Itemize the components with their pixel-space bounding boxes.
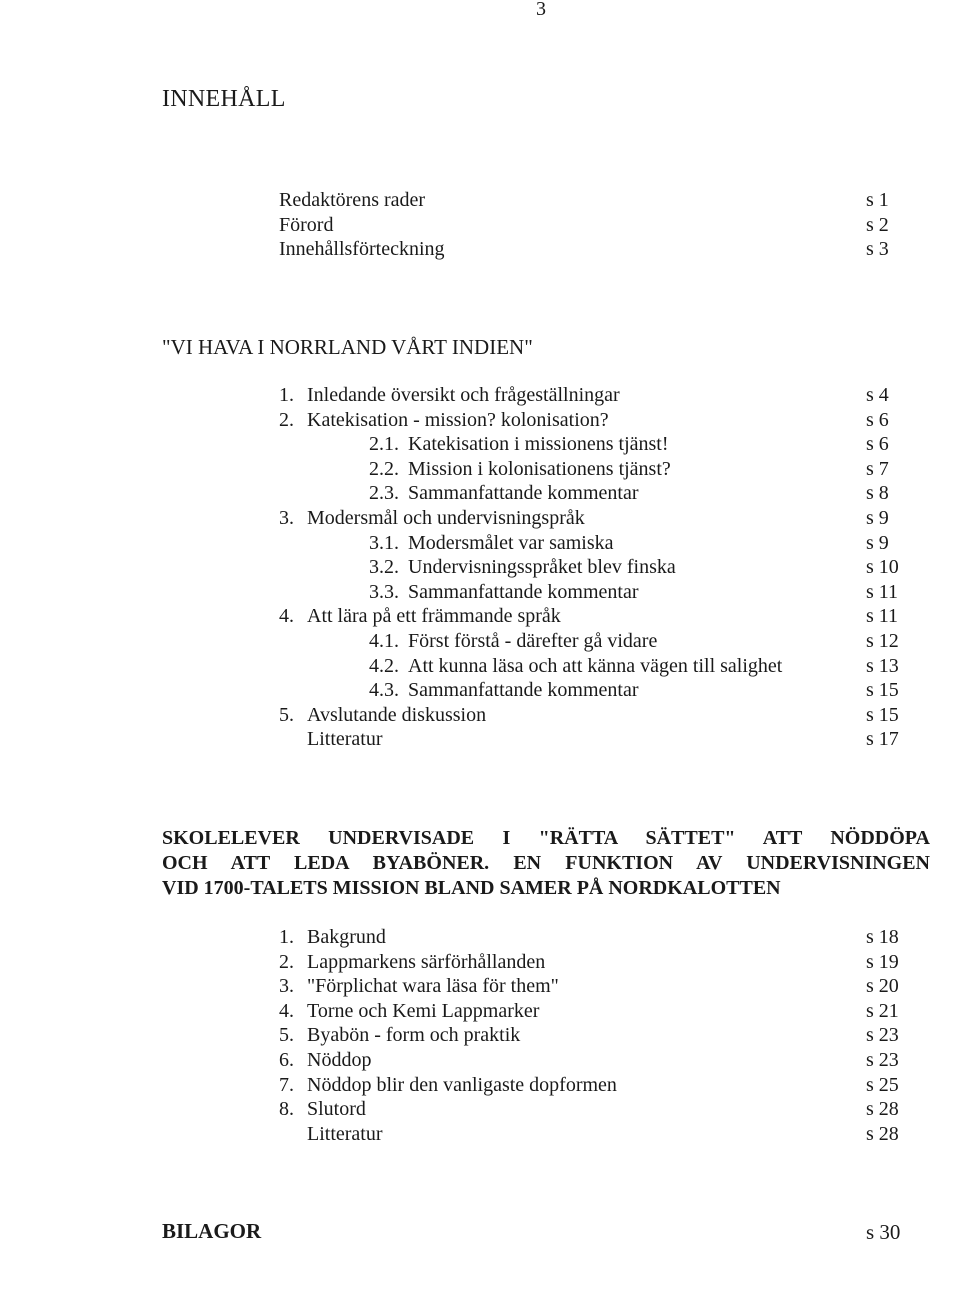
toc-entry-page: s 3 <box>866 238 889 261</box>
toc-entry-number: 2. <box>279 408 294 431</box>
toc-entry-page: s 21 <box>866 999 899 1022</box>
toc-entry-page: s 19 <box>866 950 899 973</box>
toc-entry <box>0 457 960 482</box>
toc-entry-title: Modersmålet var samiska <box>408 531 614 554</box>
toc-entry-title: Först förstå - därefter gå vidare <box>408 630 658 652</box>
toc-entry <box>0 1023 960 1048</box>
toc-entry-title: Nöddop <box>307 1049 372 1071</box>
toc-entry-title: Innehållsförteckning <box>279 238 445 261</box>
toc-entry-title: Mission i kolonisationens tjänst? <box>408 457 671 480</box>
page-title: INNEHÅLL <box>162 86 286 112</box>
toc-entry <box>0 1048 960 1073</box>
toc-entry <box>0 481 960 506</box>
toc-entry-title: "Förplichat wara läsa för them" <box>307 975 559 998</box>
toc-entry <box>0 925 960 950</box>
toc-entry-page: s 6 <box>866 408 889 431</box>
toc-entry-title: Avslutande diskussion <box>307 703 487 726</box>
toc-entry <box>0 506 960 531</box>
toc-entry <box>0 654 960 679</box>
toc-entry <box>0 432 960 457</box>
toc-entry-title: Slutord <box>307 1098 366 1121</box>
toc-entry-page: s 4 <box>866 384 889 406</box>
toc-entry-number: 3. <box>279 507 294 529</box>
toc-entry-number: 2.2. <box>369 457 399 480</box>
toc-entry <box>0 408 960 433</box>
toc-entry-number: 1. <box>279 926 294 948</box>
toc-entry-page: s 8 <box>866 482 889 505</box>
toc-entry-title: Sammanfattande kommentar <box>408 679 639 702</box>
toc-entry-page: s 12 <box>866 630 899 652</box>
page-number: 3 <box>536 0 546 20</box>
toc-entry-title: Sammanfattande kommentar <box>408 580 639 603</box>
toc-entry-page: s 6 <box>866 433 889 456</box>
toc-entry-title: Byabön - form och praktik <box>307 1024 521 1047</box>
toc-entry-number: 2. <box>279 950 294 973</box>
toc-entry-title: Sammanfattande kommentar <box>408 482 639 505</box>
toc-entry-page: s 23 <box>866 1049 899 1071</box>
toc-entry-title: Att kunna läsa och att känna vägen till salighet <box>408 654 783 677</box>
toc-entry-number: 3.2. <box>369 556 399 579</box>
toc-entry <box>0 531 960 556</box>
toc-entry-page: s 15 <box>866 679 899 702</box>
appendix-page: s 30 <box>866 1220 901 1244</box>
toc-entry-number: 6. <box>279 1049 294 1071</box>
toc-entry-number: 4.2. <box>369 654 399 677</box>
section2-heading <box>162 826 930 901</box>
toc-entry-page: s 11 <box>866 605 899 628</box>
toc-entry-number: 4.3. <box>369 679 399 702</box>
toc-entry-number: 5. <box>279 1024 294 1047</box>
toc-entry-page: s 1 <box>866 189 889 211</box>
toc-entry <box>0 1073 960 1098</box>
toc-entry <box>0 237 960 262</box>
toc-entry-page: s 25 <box>866 1073 899 1096</box>
toc-entry-number: 3.3. <box>369 580 399 603</box>
toc-entry-page: s 17 <box>866 728 899 751</box>
toc-entry-title: Torne och Kemi Lappmarker <box>307 999 540 1022</box>
toc-entry <box>0 678 960 703</box>
toc-entry <box>0 999 960 1024</box>
toc-entry-title: Förord <box>279 213 334 236</box>
toc-entry-page: s 13 <box>866 654 899 677</box>
toc-entry-title: Inledande översikt och frågeställningar <box>307 384 620 406</box>
toc-entry-title: Undervisningsspråket blev finska <box>408 556 676 579</box>
toc-entry <box>0 950 960 975</box>
toc-entry-number: 2.3. <box>369 482 399 505</box>
toc-entry-number: 4. <box>279 999 294 1022</box>
toc-entry-page: s 2 <box>866 213 889 236</box>
toc-entry-number: 3. <box>279 975 294 998</box>
toc-entry-page: s 18 <box>866 926 899 948</box>
toc-entry-number: 3.1. <box>369 531 399 554</box>
toc-entry <box>0 1097 960 1122</box>
toc-entry <box>0 1122 960 1147</box>
toc-entry-page: s 10 <box>866 556 899 579</box>
toc-entry-number: 5. <box>279 703 294 726</box>
toc-entry-title: Bakgrund <box>307 926 386 948</box>
toc-entry <box>0 580 960 605</box>
toc-entry-number: 8. <box>279 1098 294 1121</box>
toc-entry <box>0 727 960 752</box>
toc-entry-page: s 15 <box>866 703 899 726</box>
appendix-title: BILAGOR <box>162 1219 262 1243</box>
toc-entry <box>0 383 960 408</box>
toc-entry <box>0 629 960 654</box>
toc-entry-title: Att lära på ett främmande språk <box>307 605 561 628</box>
toc-entry <box>0 974 960 999</box>
toc-entry-title: Redaktörens rader <box>279 189 426 211</box>
toc-entry <box>0 555 960 580</box>
toc-entry-title: Litteratur <box>307 728 383 751</box>
toc-entry-title: Lappmarkens särförhållanden <box>307 950 546 973</box>
toc-entry-number: 1. <box>279 384 294 406</box>
toc-entry-page: s 9 <box>866 507 889 529</box>
section2-heading-line: OCH ATT LEDA BYABÖNER. EN FUNKTION AV UNDERVISNINGEN <box>162 852 930 874</box>
toc-entry-title: Litteratur <box>307 1122 383 1145</box>
toc-entry-number: 7. <box>279 1073 294 1096</box>
section1-heading: "VI HAVA I NORRLAND VÅRT INDIEN" <box>162 335 533 359</box>
toc-entry-page: s 28 <box>866 1098 899 1121</box>
toc-entry-page: s 7 <box>866 457 889 480</box>
toc-entry <box>0 703 960 728</box>
toc-entry-page: s 28 <box>866 1122 899 1145</box>
toc-entry-title: Nöddop blir den vanligaste dopformen <box>307 1073 617 1096</box>
toc-entry <box>0 604 960 629</box>
toc-entry-title: Modersmål och undervisningspråk <box>307 507 585 529</box>
toc-entry-page: s 9 <box>866 531 889 554</box>
toc-entry-title: Katekisation - mission? kolonisation? <box>307 408 609 431</box>
toc-entry-page: s 20 <box>866 975 899 998</box>
toc-entry <box>0 213 960 238</box>
toc-entry-page: s 23 <box>866 1024 899 1047</box>
section2-heading-line: VID 1700-TALETS MISSION BLAND SAMER PÅ NORDKALOTTEN <box>162 877 781 899</box>
toc-entry-number: 4. <box>279 605 294 628</box>
toc-entry <box>0 188 960 213</box>
toc-entry-page: s 11 <box>866 580 899 603</box>
section2-heading-line: SKOLELEVER UNDERVISADE I "RÄTTA SÄTTET" ATT NÖDDÖPA <box>162 827 930 849</box>
toc-entry-number: 4.1. <box>369 630 399 652</box>
toc-entry-number: 2.1. <box>369 433 399 456</box>
toc-entry-title: Katekisation i missionens tjänst! <box>408 433 669 456</box>
